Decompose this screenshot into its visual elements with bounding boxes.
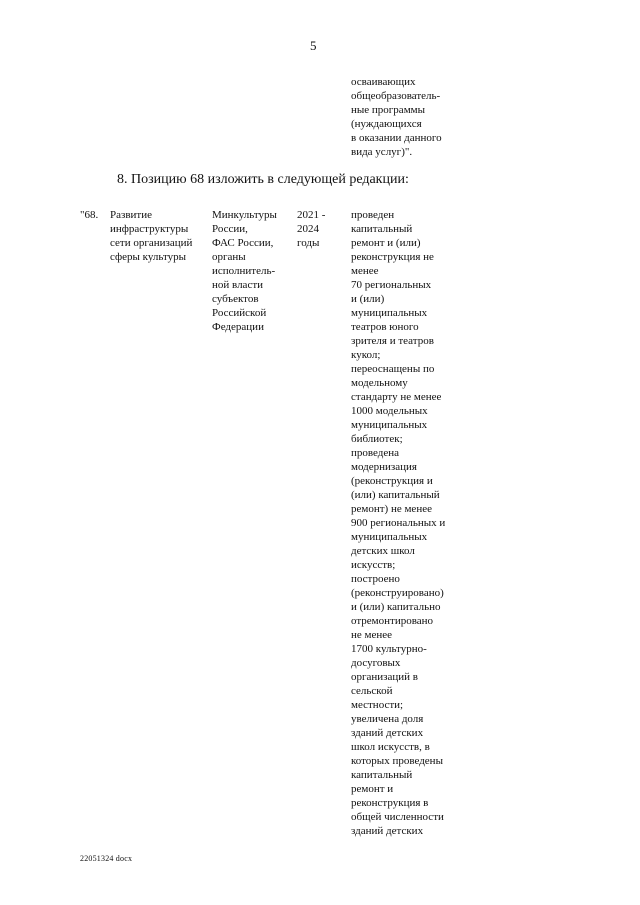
text-line: органы <box>212 251 246 263</box>
text-line: библиотек; <box>351 433 403 445</box>
text-line: не менее <box>351 629 393 641</box>
text-line: (нуждающихся <box>351 118 422 130</box>
text-line: реконструкция в <box>351 797 429 809</box>
text-line: (или) капитальный <box>351 489 440 501</box>
text-line: субъектов <box>212 293 259 305</box>
text-line: модернизация <box>351 461 417 473</box>
text-line: построено <box>351 573 400 585</box>
text-line: детских школ <box>351 545 415 557</box>
text-line: реконструкция не <box>351 251 434 263</box>
text-line: осваивающих <box>351 76 416 88</box>
text-line: кукол; <box>351 349 381 361</box>
row-number: "68. <box>80 209 99 221</box>
text-line: России, <box>212 223 248 235</box>
text-line: переоснащены по <box>351 363 435 375</box>
text-line: 2024 <box>297 223 319 235</box>
text-line: Федерации <box>212 321 264 333</box>
text-line: школ искусств, в <box>351 741 430 753</box>
text-line: годы <box>297 237 320 249</box>
text-line: которых проведены <box>351 755 443 767</box>
document-file-name: 22051324 docx <box>80 854 133 863</box>
page-number: 5 <box>310 38 317 53</box>
text-line: ные программы <box>351 104 426 116</box>
text-line: увеличена доля <box>351 713 424 725</box>
text-line: зданий детских <box>351 727 424 739</box>
text-line: и (или) капитально <box>351 601 441 613</box>
text-line: модельному <box>351 377 408 389</box>
text-line: 900 региональных и <box>351 517 446 529</box>
text-line: ФАС России, <box>212 237 274 249</box>
text-line: Развитие <box>110 209 153 221</box>
text-line: 70 региональных <box>351 279 432 291</box>
text-line: сети организаций <box>110 237 193 249</box>
text-line: исполнитель- <box>212 265 276 277</box>
text-line: и (или) <box>351 293 385 305</box>
text-line: ремонт и (или) <box>351 237 421 249</box>
text-line: 2021 - <box>297 209 326 221</box>
text-line: ной власти <box>212 279 264 291</box>
text-line: инфраструктуры <box>110 223 189 235</box>
previous-row-continuation <box>351 75 471 159</box>
executors-cell <box>212 208 292 334</box>
text-line: капитальный <box>351 223 413 235</box>
text-line: вида услуг)". <box>351 146 413 158</box>
text-line: ремонт и <box>351 783 394 795</box>
term-cell <box>297 208 343 250</box>
text-line: 1700 культурно- <box>351 643 427 655</box>
text-line: отремонтировано <box>351 615 434 627</box>
text-line: 1000 модельных <box>351 405 428 417</box>
text-line: проведена <box>351 447 400 459</box>
text-line: (реконструкция и <box>351 475 433 487</box>
text-line: театров юного <box>351 321 419 333</box>
row-number-cell <box>80 208 108 222</box>
text-line: стандарту не менее <box>351 391 442 403</box>
measure-name-cell <box>110 208 205 264</box>
text-line: капитальный <box>351 769 413 781</box>
text-line: проведен <box>351 209 395 221</box>
text-line: местности; <box>351 699 404 711</box>
text-line: зрителя и театров <box>351 335 434 347</box>
text-line: Российской <box>212 307 267 319</box>
text-line: искусств; <box>351 559 396 571</box>
text-line: сферы культуры <box>110 251 187 263</box>
text-line: Минкультуры <box>212 209 277 221</box>
text-line: муниципальных <box>351 307 428 319</box>
text-line: (реконструировано) <box>351 587 444 599</box>
text-line: сельской <box>351 685 393 697</box>
section-instruction: 8. Позицию 68 изложить в следующей редакции: <box>117 172 409 187</box>
text-line: общеобразователь- <box>351 90 441 102</box>
text-line: досуговых <box>351 657 401 669</box>
text-line: в оказании данного <box>351 132 442 144</box>
text-line: организаций в <box>351 671 418 683</box>
text-line: муниципальных <box>351 531 428 543</box>
text-line: менее <box>351 265 379 277</box>
text-line: ремонт) не менее <box>351 503 432 515</box>
text-line: зданий детских <box>351 825 424 837</box>
text-line: муниципальных <box>351 419 428 431</box>
text-line: общей численности <box>351 811 444 823</box>
result-cell <box>351 208 471 838</box>
